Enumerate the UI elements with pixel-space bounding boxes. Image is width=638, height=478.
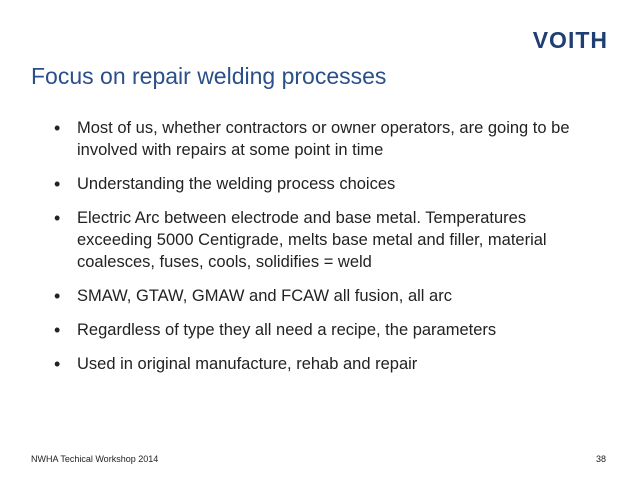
bullet-item	[52, 207, 572, 273]
footer-text: NWHA Techical Workshop 2014	[31, 454, 159, 464]
bullet-item	[52, 285, 572, 307]
bullet-dot-icon: •	[54, 320, 61, 340]
bullet-dot-icon: •	[54, 286, 61, 306]
bullet-item	[52, 117, 572, 161]
page-number: 38	[595, 454, 606, 464]
bullet-list	[52, 117, 572, 387]
slide-title: Focus on repair welding processes	[31, 63, 387, 89]
bullet-text: Understanding the welding process choices	[77, 175, 396, 193]
bullet-item	[52, 319, 572, 341]
bullet-item	[52, 173, 572, 195]
bullet-dot-icon: •	[54, 174, 61, 194]
bullet-text: SMAW, GTAW, GMAW and FCAW all fusion, all arc	[77, 287, 452, 305]
bullet-text: Used in original manufacture, rehab and repair	[77, 355, 418, 373]
bullet-dot-icon: •	[54, 208, 61, 228]
bullet-dot-icon: •	[54, 354, 61, 374]
bullet-dot-icon: •	[54, 118, 61, 138]
bullet-text: Regardless of type they all need a recipe, the parameters	[77, 321, 497, 339]
bullet-text: Most of us, whether contractors or owner operators, are going to be involved with repairs at some point in time	[77, 119, 570, 159]
bullet-item	[52, 353, 572, 375]
voith-logo: VOITH	[532, 27, 608, 53]
bullet-text: Electric Arc between electrode and base metal. Temperatures exceeding 5000 Centigrade, melts base metal and filler, material coalesces, fuses, cools, solidifies = weld	[77, 209, 547, 271]
